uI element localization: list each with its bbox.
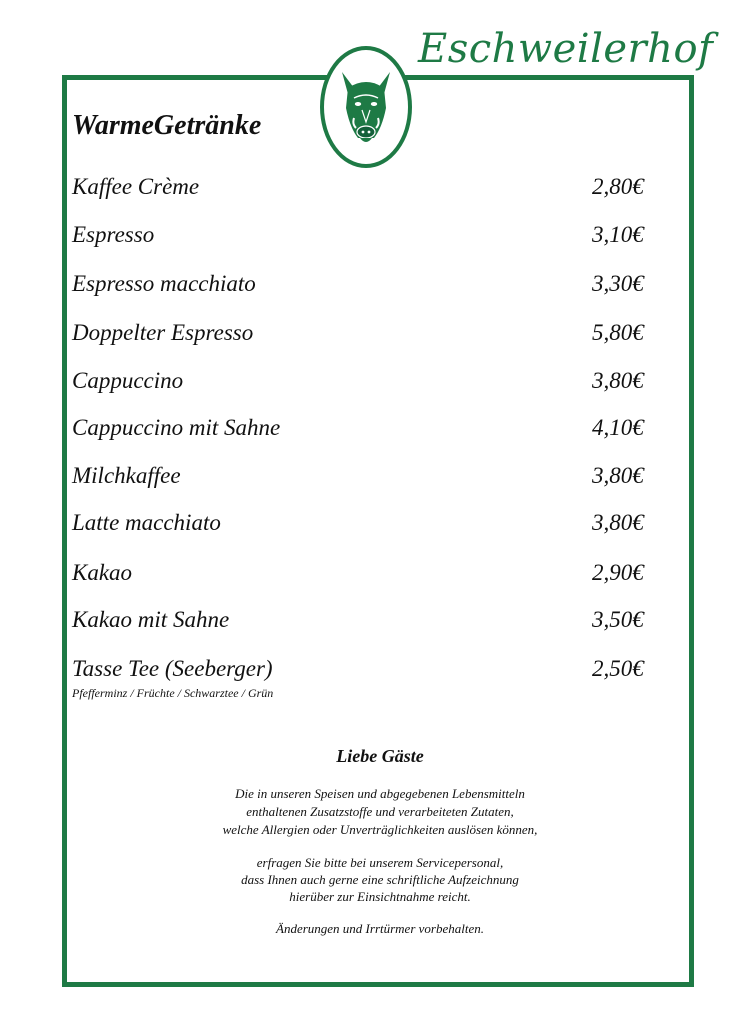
menu-item xyxy=(72,463,652,497)
item-name: Espresso macchiato xyxy=(72,271,256,296)
menu-item xyxy=(72,320,652,354)
menu-item xyxy=(72,222,652,256)
item-price: 3,50€ xyxy=(592,607,644,632)
notice-line: erfragen Sie bitte bei unserem Servicepersonal, xyxy=(256,855,504,870)
menu-item xyxy=(72,510,652,544)
menu-item xyxy=(72,656,652,690)
item-price: 3,10€ xyxy=(592,222,644,247)
item-name: Latte macchiato xyxy=(72,510,221,535)
item-price: 3,30€ xyxy=(592,271,644,296)
menu-item xyxy=(72,560,652,594)
item-note: Pfefferminz / Früchte / Schwarztee / Grün xyxy=(72,686,274,700)
item-name: Tasse Tee (Seeberger) xyxy=(72,656,273,681)
notice-line: welche Allergien oder Unverträglichkeiten auslösen können, xyxy=(222,822,538,837)
item-name: Kakao mit Sahne xyxy=(72,607,230,632)
item-name: Cappuccino mit Sahne xyxy=(72,415,281,440)
item-name: Cappuccino xyxy=(72,368,184,393)
item-price: 2,90€ xyxy=(592,560,644,585)
item-price: 2,50€ xyxy=(592,656,644,681)
item-name: Kakao xyxy=(72,560,133,585)
notice-line: hierüber zur Einsichtnahme reicht. xyxy=(289,889,471,904)
notice-line: Die in unseren Speisen und abgegebenen Lebensmitteln xyxy=(235,786,525,801)
brand-title: Eschweilerhof xyxy=(418,26,714,72)
logo-badge xyxy=(320,46,412,168)
item-name: Milchkaffee xyxy=(72,463,181,488)
item-price: 3,80€ xyxy=(592,463,644,488)
menu-item xyxy=(72,607,652,641)
item-name: Kaffee Crème xyxy=(72,174,200,199)
item-name: Espresso xyxy=(72,222,155,247)
notice-line: enthaltenen Zusatzstoffe und verarbeiteten Zutaten, xyxy=(246,804,514,819)
item-price: 5,80€ xyxy=(592,320,644,345)
item-price: 3,80€ xyxy=(592,368,644,393)
boar-head-icon xyxy=(336,66,396,148)
menu-item xyxy=(72,368,652,402)
item-price: 2,80€ xyxy=(592,174,644,199)
notice-footer: Änderungen und Irrtürmer vorbehalten. xyxy=(276,921,484,936)
item-price: 4,10€ xyxy=(592,415,644,440)
notice-line: dass Ihnen auch gerne eine schriftliche Aufzeichnung xyxy=(241,872,519,887)
item-name: Doppelter Espresso xyxy=(72,320,254,345)
notice-title: Liebe Gäste xyxy=(336,746,424,766)
menu-item xyxy=(72,174,652,208)
menu-item xyxy=(72,271,652,305)
section-title: WarmeGetränke xyxy=(72,110,262,141)
menu-item xyxy=(72,415,652,449)
item-price: 3,80€ xyxy=(592,510,644,535)
